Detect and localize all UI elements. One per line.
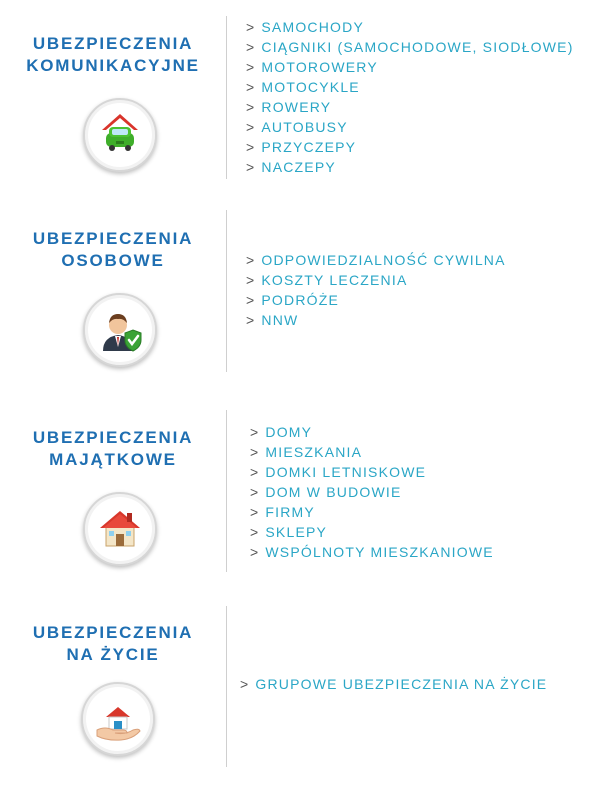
link-odpowiedzialnosc-cywilna[interactable]: ODPOWIEDZIALNOŚĆ CYWILNA: [261, 252, 506, 268]
list-item: > WSPÓLNOTY MIESZKANIOWE: [250, 544, 494, 560]
list-item: > SAMOCHODY: [246, 19, 364, 35]
car-house-icon: [83, 98, 157, 172]
link-podroze[interactable]: PODRÓŻE: [261, 292, 340, 308]
list-item: > FIRMY: [250, 504, 315, 520]
link-domy[interactable]: DOMY: [265, 424, 313, 440]
person-shield-icon: [83, 293, 157, 367]
section-title: [0, 622, 226, 666]
section-osobowe: [0, 200, 594, 400]
section-divider: [226, 410, 227, 572]
link-naczepy[interactable]: NACZEPY: [261, 159, 336, 175]
list-item: > DOMKI LETNISKOWE: [250, 464, 427, 480]
section-title: [0, 33, 226, 77]
link-firmy[interactable]: FIRMY: [265, 504, 315, 520]
section-title-line2: NA ŻYCIE: [66, 645, 160, 664]
link-koszty-leczenia[interactable]: KOSZTY LECZENIA: [261, 272, 408, 288]
link-list: [246, 250, 506, 330]
list-item: > DOMY: [250, 424, 313, 440]
section-na-zycie: [0, 600, 594, 800]
link-autobusy[interactable]: AUTOBUSY: [261, 119, 348, 135]
list-item: > GRUPOWE UBEZPIECZENIA NA ŻYCIE: [240, 676, 548, 692]
house-icon: [83, 492, 157, 566]
section-title-line1: UBEZPIECZENIA: [32, 34, 194, 53]
link-list: [250, 422, 494, 562]
section-divider: [226, 210, 227, 372]
link-motorowery[interactable]: MOTOROWERY: [261, 59, 378, 75]
list-item: > PODRÓŻE: [246, 292, 340, 308]
section-title: [0, 228, 226, 272]
list-item: > AUTOBUSY: [246, 119, 348, 135]
list-item: > MIESZKANIA: [250, 444, 363, 460]
section-majatkowe: [0, 400, 594, 600]
section-title-line2: MAJĄTKOWE: [49, 450, 177, 469]
list-item: > CIĄGNIKI (SAMOCHODOWE, SIODŁOWE): [246, 39, 574, 55]
section-title-line2: KOMUNIKACYJNE: [26, 56, 200, 75]
link-list: [246, 17, 574, 177]
link-przyczepy[interactable]: PRZYCZEPY: [261, 139, 357, 155]
list-item: > MOTOROWERY: [246, 59, 378, 75]
section-title-line2: OSOBOWE: [61, 251, 165, 270]
link-grupowe-ubezpieczenia-na-zycie[interactable]: GRUPOWE UBEZPIECZENIA NA ŻYCIE: [255, 676, 548, 692]
list-item: > ROWERY: [246, 99, 332, 115]
section-divider: [226, 606, 227, 767]
section-komunikacyjne: [0, 0, 594, 200]
list-item: > PRZYCZEPY: [246, 139, 357, 155]
section-title-line1: UBEZPIECZENIA: [32, 229, 194, 248]
link-ciagniki[interactable]: CIĄGNIKI (SAMOCHODOWE, SIODŁOWE): [261, 39, 574, 55]
list-item: > NNW: [246, 312, 299, 328]
list-item: > ODPOWIEDZIALNOŚĆ CYWILNA: [246, 252, 506, 268]
link-nnw[interactable]: NNW: [261, 312, 299, 328]
list-item: > KOSZTY LECZENIA: [246, 272, 408, 288]
link-list: [240, 674, 547, 694]
list-item: > MOTOCYKLE: [246, 79, 360, 95]
section-title-line1: UBEZPIECZENIA: [32, 428, 194, 447]
link-rowery[interactable]: ROWERY: [261, 99, 332, 115]
hand-house-icon: [81, 682, 155, 756]
link-mieszkania[interactable]: MIESZKANIA: [265, 444, 363, 460]
link-motocykle[interactable]: MOTOCYKLE: [261, 79, 360, 95]
link-sklepy[interactable]: SKLEPY: [265, 524, 328, 540]
link-domki-letniskowe[interactable]: DOMKI LETNISKOWE: [265, 464, 427, 480]
list-item: > DOM W BUDOWIE: [250, 484, 402, 500]
link-samochody[interactable]: SAMOCHODY: [261, 19, 364, 35]
section-title: [0, 427, 226, 471]
link-dom-w-budowie[interactable]: DOM W BUDOWIE: [265, 484, 402, 500]
list-item: > SKLEPY: [250, 524, 328, 540]
link-wspolnoty-mieszkaniowe[interactable]: WSPÓLNOTY MIESZKANIOWE: [265, 544, 494, 560]
section-divider: [226, 16, 227, 179]
section-title-line1: UBEZPIECZENIA: [32, 623, 194, 642]
list-item: > NACZEPY: [246, 159, 336, 175]
